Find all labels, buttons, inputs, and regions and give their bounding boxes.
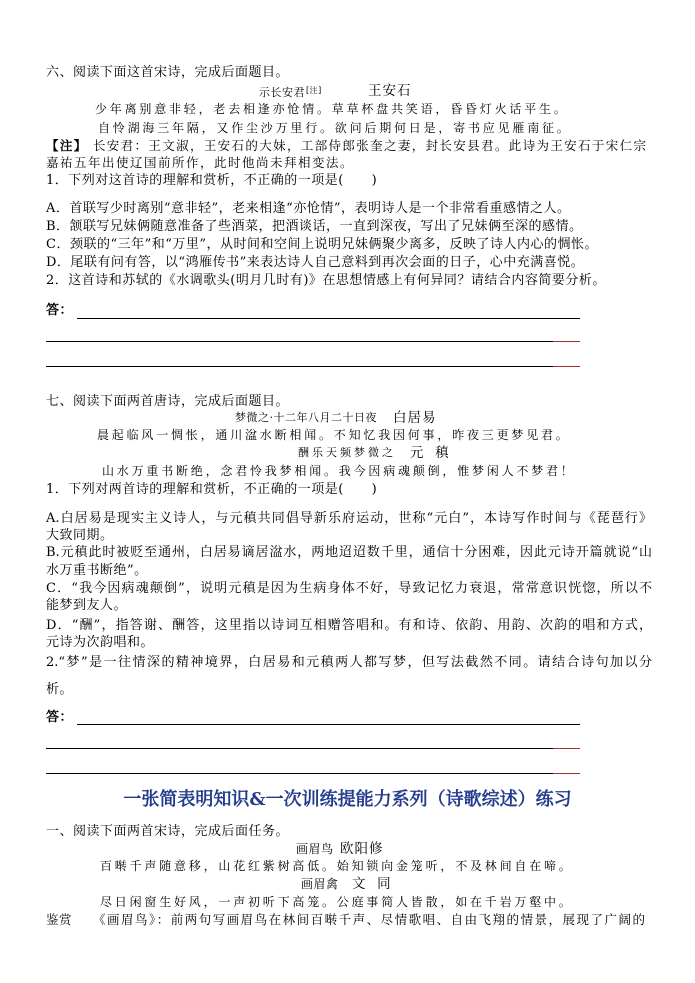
section-6-heading: 六、阅读下面这首宋诗，完成后面题目。 <box>46 65 290 80</box>
poem-title-note-mark: [注] <box>306 86 322 95</box>
section-6-note-line: 嘉祐五年出使辽国前所作，此时他尚未拜相变法。 <box>46 155 355 170</box>
poem-line: 百啭千声随意移，山花红紫树高低。始知锁向金笼听，不及林间自在啼。 <box>100 859 574 873</box>
answer-line-end <box>553 748 580 749</box>
answer-line <box>46 773 553 774</box>
section-1-poem-1-title: 画眉鸟 <box>296 842 334 856</box>
section-7-heading: 七、阅读下面两首唐诗，完成后面题目。 <box>46 394 290 409</box>
option-a: A.白居易是现实主义诗人，与元稹共同倡导新乐府运动，世称“元白”，本诗写作时间与《琵琶行》 <box>46 511 652 526</box>
poem-line: 山水万重书断绝，念君怜我梦相闻。我今因病魂颠倒，惟梦闲人不梦君！ <box>102 464 576 478</box>
answer-line-end <box>553 341 580 342</box>
option-b-continued: 水万重书断绝”。 <box>46 563 148 578</box>
answer-line-end <box>553 366 580 367</box>
answer-label: 答： <box>46 303 74 318</box>
option-a: A．首联写少时离别“意非轻”，老来相逢“亦怆情”，表明诗人是一个非常看重感情之人。 <box>46 201 571 216</box>
answer-line <box>46 341 553 342</box>
section-7-question-1-stem: 1．下列对两首诗的理解和赏析，不正确的一项是( ) <box>46 482 378 497</box>
poem-line: 自怜湖海三年隔，又作尘沙万里行。欲问后期何日是，寄书应见雁南征。 <box>98 121 572 135</box>
section-1-heading: 一、阅读下面两首宋诗，完成后面任务。 <box>46 824 290 839</box>
answer-line <box>46 748 553 749</box>
poem-title-text: 示长安君 <box>259 86 305 99</box>
poem-line: 尽日闲窗生好风，一声初听下高笼。公庭事简人皆散，如在千岩万壑中。 <box>100 895 574 909</box>
section-7-question-2-stem-continued: 析。 <box>46 682 74 697</box>
section-7-poem-2-author: 元 稹 <box>410 445 450 461</box>
poem-line: 晨起临风一惆怅，通川湓水断相闻。不知忆我因何事，昨夜三更梦见君。 <box>97 428 571 442</box>
appreciation-text: 《画眉鸟》：前两句写画眉鸟在林间百啭千声、尽情歌唱、自由飞翔的情景，展现了广阔的 <box>93 912 645 927</box>
option-c: C．颈联的“三年”和“万里”，从时间和空间上说明兄妹俩聚少离多，反映了诗人内心的惆怅。 <box>46 237 599 252</box>
section-6-question-2-stem: 2．这首诗和苏轼的《水调歌头(明月几时有)》在思想情感上有何异同？请结合内容简要分析。 <box>46 273 606 288</box>
section-6-poem-author: 王安石 <box>368 83 412 99</box>
answer-label: 答： <box>46 710 74 725</box>
option-b: B.元稹此时被贬至通州，白居易谪居湓水，两地迢迢数千里，通信十分困难，因此元诗开篇就说“山 <box>46 545 652 560</box>
option-d: D．尾联有问有答，以“鸿雁传书”来表达诗人自己意料到再次会面的日子，心中充满喜悦。 <box>46 255 585 270</box>
option-d: D．“酬”，指答谢、酬答，这里指以诗词互相赠答唱和。有和诗、依韵、用韵、次韵的唱和方式， <box>46 618 652 633</box>
section-6-note-line <box>46 137 646 155</box>
section-1-poem-2-author: 文 同 <box>352 876 392 892</box>
section-7-poem-2-title: 酬乐天频梦微之 <box>298 446 396 459</box>
answer-line <box>46 366 553 367</box>
option-d-continued: 元诗为次韵唱和。 <box>46 635 155 650</box>
section-1-poem-2-title: 画眉禽 <box>301 877 339 891</box>
poem-line: 少年离别意非轻，老去相逢亦怆情。草草杯盘共笑语，昏昏灯火话平生。 <box>95 102 569 116</box>
series-title: 一张简表明知识&一次训练提能力系列（诗歌综述）练习 <box>123 789 572 810</box>
answer-underline <box>77 318 580 319</box>
answer-line-end <box>553 773 580 774</box>
section-6-question-1-stem: 1．下列对这首诗的理解和赏析，不正确的一项是( ) <box>46 173 378 188</box>
option-a-continued: 大致同期。 <box>46 528 114 543</box>
option-c-continued: 能梦到友人。 <box>46 598 128 613</box>
answer-underline <box>77 724 580 725</box>
section-7-question-2-stem: 2.“梦”是一往情深的精神境界，白居易和元稹两人都写梦，但写法截然不同。请结合诗句加以分 <box>46 655 652 670</box>
option-c: C．“我今因病魂颠倒”，说明元稹是因为生病身体不好，导致记忆力衰退，常常意识恍惚，所以不 <box>46 581 652 596</box>
note-text: 长安君：王文淑，王安石的大妹，工部侍郎张奎之妻，封长安县君。此诗为王安石于宋仁宗 <box>92 138 646 153</box>
appreciation-label: 鉴赏 <box>46 912 73 927</box>
section-7-poem-1-author: 白居易 <box>393 410 437 426</box>
section-7-poem-1-title: 梦微之·十二年八月二十日夜 <box>235 411 377 424</box>
section-1-poem-1-author: 欧阳修 <box>340 841 384 857</box>
section-6-poem-title <box>259 82 322 102</box>
option-b: B．颔联写兄妹俩随意准备了些酒菜，把酒谈话，一直到深夜，写出了兄妹俩至深的感情。 <box>46 219 583 234</box>
note-label: 【注】 <box>46 138 88 153</box>
